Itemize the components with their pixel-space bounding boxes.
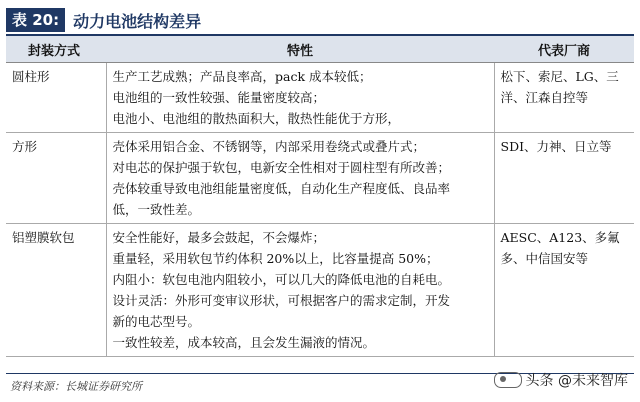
feature-line: 新的电芯型号。 <box>112 314 201 329</box>
header-features: 特性 <box>106 36 494 63</box>
feature-line: 电池组的一致性较强、能量密度较高； <box>112 90 326 105</box>
maker-line: 多、中信国安等 <box>500 251 589 266</box>
maker-line: SDI、力神、日立等 <box>500 139 612 154</box>
row-makers <box>494 224 634 357</box>
table-row <box>6 133 634 224</box>
table-title-text: 动力电池结构差异 <box>73 11 202 31</box>
feature-line: 安全性能好，最多会鼓起，不会爆炸； <box>112 230 326 245</box>
row-features <box>106 133 494 224</box>
feature-line: 壳体采用铝合金、不锈钢等，内部采用卷绕式或叠片式； <box>112 139 426 154</box>
row-makers <box>494 63 634 133</box>
row-type: 圆柱形 <box>6 63 106 133</box>
feature-line: 一致性较差，成本较高，且会发生漏液的情况。 <box>112 335 376 350</box>
table-number-label: 表 20: <box>6 8 65 32</box>
source-note: 资料来源：长城证券研究所 <box>10 380 142 393</box>
feature-line: 壳体较重导致电池组能量密度低，自动化生产程度低、良品率 <box>112 181 451 196</box>
header-row <box>6 36 634 63</box>
battery-structure-table <box>6 36 634 357</box>
feature-line: 对电芯的保护强于软包，电新安全性相对于圆柱型有所改善； <box>112 160 451 175</box>
feature-line: 设计灵活：外形可变审议形状，可根据客户的需求定制，开发 <box>112 293 451 308</box>
maker-line: 松下、索尼、LG、三 <box>500 69 619 84</box>
row-features <box>106 63 494 133</box>
feature-line: 重量轻，采用软包节约体积 20%以上，比容量提高 50%； <box>112 251 439 266</box>
maker-line: 洋、江森自控等 <box>500 90 589 105</box>
feature-line: 电池小、电池组的散热面积大，散热性能优于方形， <box>112 111 401 126</box>
table-row <box>6 63 634 133</box>
table-title <box>6 8 634 32</box>
row-features <box>106 224 494 357</box>
table-row <box>6 224 634 357</box>
feature-line: 低，一致性差。 <box>112 202 201 217</box>
maker-line: AESC、A123、多氟 <box>500 230 620 245</box>
watermark-text: 头条 @未来智库 <box>525 373 628 389</box>
row-type: 方形 <box>6 133 106 224</box>
feature-line: 内阻小：软包电池内阻较小，可以几大的降低电池的自耗电。 <box>112 272 451 287</box>
row-type: 铝塑膜软包 <box>6 224 106 357</box>
watermark-logo-icon <box>494 372 522 388</box>
feature-line: 生产工艺成熟；产品良率高，pack 成本较低； <box>112 69 372 84</box>
header-makers: 代表厂商 <box>494 36 634 63</box>
header-packaging: 封装方式 <box>6 36 106 63</box>
row-makers <box>494 133 634 224</box>
watermark <box>494 370 628 390</box>
